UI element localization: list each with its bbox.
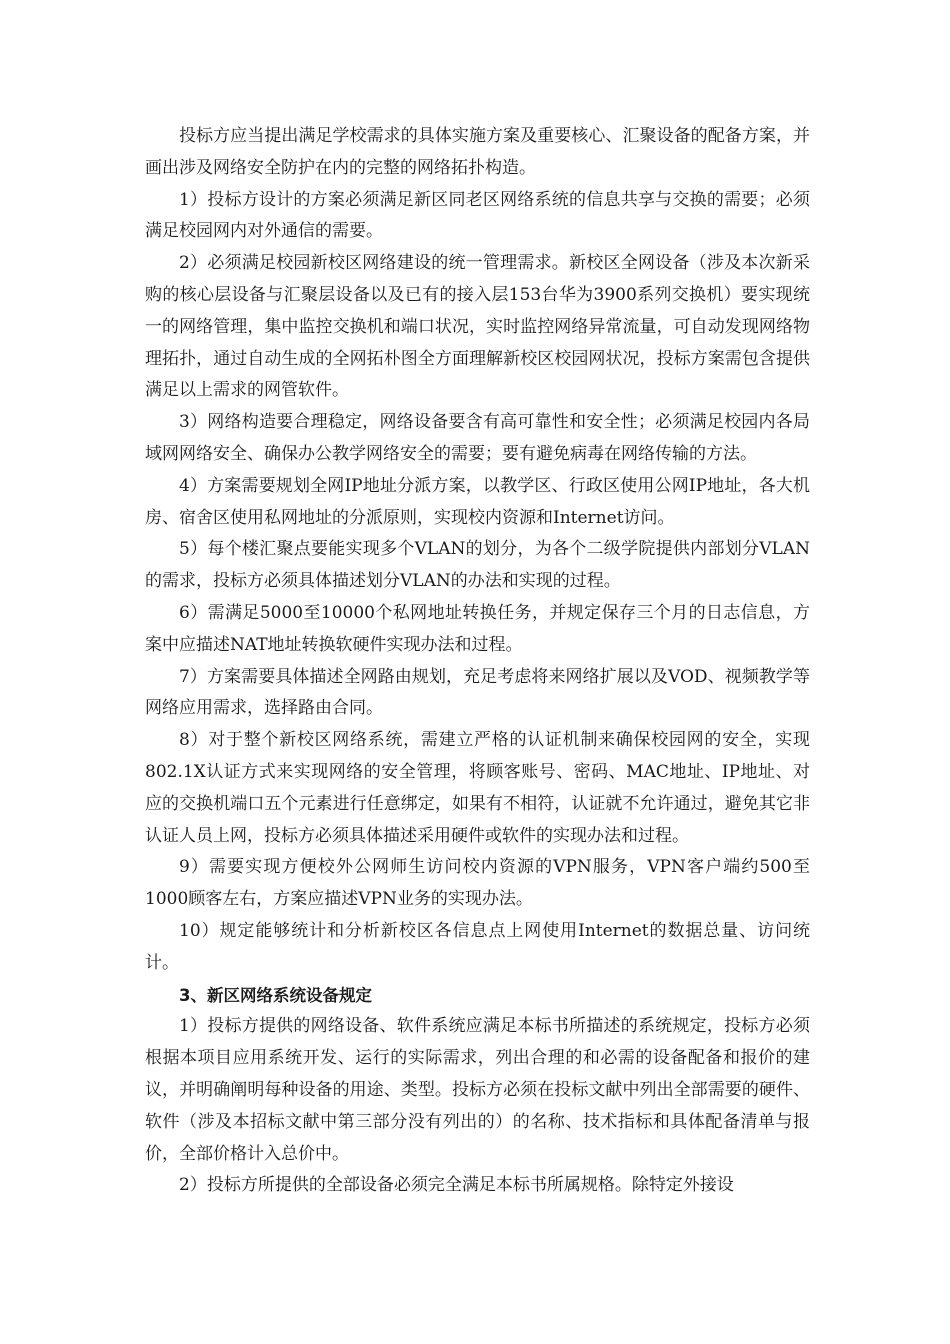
document-body <box>145 121 810 1202</box>
paragraph-item-5: 5）每个楼汇聚点要能实现多个VLAN的划分，为各个二级学院提供内部划分VLAN的需求，投标方必须具体描述划分VLAN的办法和实现的过程。 <box>145 539 810 592</box>
paragraph-item-7: 7）方案需要具体描述全网路由规划，充足考虑将来网络扩展以及VOD、视频教学等网络应用需求，选择路由合同。 <box>145 666 810 719</box>
paragraph-item-3: 3）网络构造要合理稳定，网络设备要含有高可靠性和安全性；必须满足校园内各局域网网络安全、确保办公教学网络安全的需要；要有避免病毒在网络传输的方法。 <box>145 412 810 464</box>
paragraph-item-4: 4）方案需要规划全网IP地址分派方案，以教学区、行政区使用公网IP地址，各大机房、宿舍区使用私网地址的分派原则，实现校内资源和Internet访问。 <box>145 475 810 528</box>
paragraph-item-6: 6）需满足5000至10000个私网地址转换任务，并规定保存三个月的日志信息，方案中应描述NAT地址转换软硬件实现办法和过程。 <box>145 602 810 655</box>
paragraph-item-8: 8）对于整个新校区网络系统，需建立严格的认证机制来确保校园网的安全，实现802.1X认证方式来实现网络的安全管理，将顾客账号、密码、MAC地址、IP地址、对应的交换机端口五个元素进行任意绑定，如果有不相符，认证就不允许通过，避免其它非认证人员上网，投标方必须具体描述采用硬件或软件的实现办法和过程。 <box>145 730 810 846</box>
paragraph-device-1: 1）投标方提供的网络设备、软件系统应满足本标书所描述的系统规定，投标方必须根据本项目应用系统开发、运行的实际需求，列出合理的和必需的设备配备和报价的建议，并明确阐明每种设备的用途、类型。投标方必须在投标文献中列出全部需要的硬件、软件（涉及本招标文献中第三部分没有列出的）的名称、技术指标和具体配备清单与报价，全部价格计入总价中。 <box>145 1016 810 1164</box>
paragraph-item-2: 2）必须满足校园新校区网络建设的统一管理需求。新校区全网设备（涉及本次新采购的核心层设备与汇聚层设备以及已有的接入层153台华为3900系列交换机）要实现统一的网络管理，集中监控交换机和端口状况，实时监控网络异常流量，可自动发现网络物理拓扑，通过自动生成的全网拓朴图全方面理解新校区校园网状况，投标方案需包含提供满足以上需求的网管软件。 <box>145 253 810 401</box>
section-heading: 3、新区网络系统设备规定 <box>179 985 372 1005</box>
paragraph-device-2: 2）投标方所提供的全部设备必须完全满足本标书所属规格。除特定外接设 <box>179 1175 734 1196</box>
paragraph-item-10: 10）规定能够统计和分析新校区各信息点上网使用Internet的数据总量、访问统计。 <box>145 920 810 973</box>
paragraph-item-9: 9）需要实现方便校外公网师生访问校内资源的VPN服务，VPN客户端约500至1000顾客左右，方案应描述VPN业务的实现办法。 <box>145 857 810 910</box>
paragraph-item-1: 1）投标方设计的方案必须满足新区同老区网络系统的信息共享与交换的需要；必须满足校园网内对外通信的需要。 <box>145 189 810 242</box>
paragraph-intro: 投标方应当提出满足学校需求的具体实施方案及重要核心、汇聚设备的配备方案，并画出涉及网络安全防护在内的完整的网络拓扑构造。 <box>145 126 810 178</box>
